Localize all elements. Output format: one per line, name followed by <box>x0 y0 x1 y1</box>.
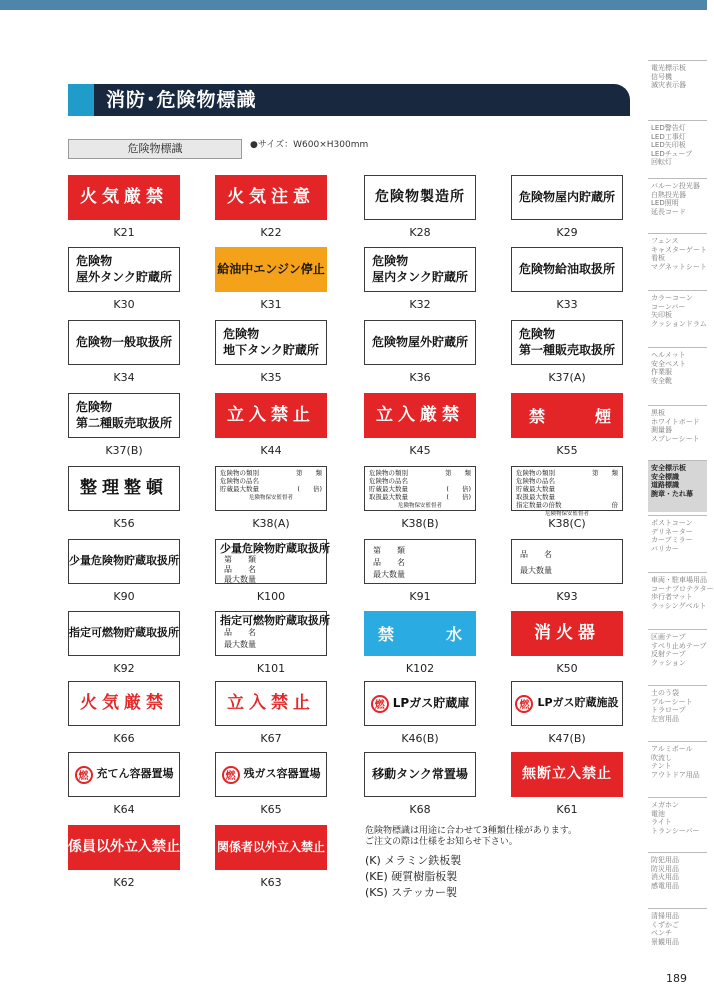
sign-code: K55 <box>556 444 578 457</box>
sign-code: K101 <box>256 662 286 675</box>
sign-code: K32 <box>409 298 431 311</box>
sign-code: K29 <box>556 226 578 239</box>
spec-item: (KS) ステッカー製 <box>365 886 458 899</box>
flammable-icon: 燃 <box>515 695 533 713</box>
sidebar-category[interactable]: 区画テープ すべり止めテープ 反射テープ クッション <box>648 629 707 681</box>
sign-k63: 関係者以外立入禁止 <box>215 825 327 870</box>
sign-code: K47(B) <box>548 732 586 745</box>
sign-code: K100 <box>256 590 286 603</box>
sign-k29: 危険物屋内貯蔵所 <box>511 175 623 220</box>
sidebar-category[interactable]: フェンス キャスターゲート 看板 マグネットシート <box>648 233 707 285</box>
sidebar-category[interactable]: 車両・駐車場用品 コーナプロテクター 歩行者マット ラッシングベルト <box>648 572 707 624</box>
sign-k38a: 危険物の類別 第 類 危険物の品名 貯蔵最大数量 ( 倍) 危険物保安監督者 <box>215 466 327 511</box>
sign-code: K102 <box>405 662 435 675</box>
sign-code: K68 <box>409 803 431 816</box>
sign-code: K35 <box>260 371 282 384</box>
sign-code: K30 <box>113 298 135 311</box>
sign-code: K65 <box>260 803 282 816</box>
sign-k62: 係員以外立入禁止 <box>68 825 180 870</box>
sign-code: K61 <box>556 803 578 816</box>
flammable-icon: 燃 <box>371 695 389 713</box>
sign-code: K91 <box>409 590 431 603</box>
sign-k45: 立入厳禁 <box>364 393 476 438</box>
sign-code: K28 <box>409 226 431 239</box>
sign-code: K38(B) <box>401 517 439 530</box>
sign-k37b: 危険物 第二種販売取扱所 <box>68 393 180 438</box>
sign-k31: 給油中エンジン停止 <box>215 247 327 292</box>
sign-k68: 移動タンク常置場 <box>364 752 476 797</box>
sidebar-category[interactable]: アルミポール 吹流し テント アウトドア用品 <box>648 741 707 793</box>
sign-code: K37(B) <box>105 444 143 457</box>
sidebar-category[interactable]: バルーン投光器 白熱投光器 LED照明 延長コード <box>648 178 707 230</box>
sign-k28: 危険物製造所 <box>364 175 476 220</box>
sign-code: K63 <box>260 876 282 889</box>
sign-k93: 品 名 最大数量 <box>511 539 623 584</box>
sign-code: K45 <box>409 444 431 457</box>
sign-code: K22 <box>260 226 282 239</box>
sidebar-category[interactable]: LED警告灯 LED工事灯 LED矢印板 LEDチューブ 回転灯 <box>648 120 707 175</box>
sign-k65: 燃 残ガス容器置場 <box>215 752 327 797</box>
spec-item: (K) メラミン鉄板製 <box>365 854 462 867</box>
sidebar-category[interactable]: 清掃用品 くずかご ベンチ 景観用品 <box>648 908 707 960</box>
sign-code: K36 <box>409 371 431 384</box>
sign-code: K90 <box>113 590 135 603</box>
size-note: ●サイズ：W600×H300mm <box>250 140 369 150</box>
sign-code: K46(B) <box>401 732 439 745</box>
sign-k37a: 危険物 第一種販売取扱所 <box>511 320 623 365</box>
page-number: 189 <box>666 972 687 985</box>
sign-code: K56 <box>113 517 135 530</box>
spec-description: 危険物標識は用途に合わせて3種類仕様があります。 ご注文の際は仕様をお知らせ下さい。 <box>365 826 578 847</box>
sign-code: K37(A) <box>548 371 586 384</box>
sign-k90: 少量危険物貯蔵取扱所 <box>68 539 180 584</box>
flammable-icon: 燃 <box>222 766 240 784</box>
sign-k101: 指定可燃物貯蔵取扱所 品 名 最大数量 <box>215 611 327 656</box>
sign-k56: 整理整頓 <box>68 466 180 511</box>
sidebar-category[interactable]: 電光標示板 信号機 滅灾表示器 <box>648 60 707 108</box>
sign-k22: 火気注意 <box>215 175 327 220</box>
sign-code: K34 <box>113 371 135 384</box>
sign-code: K33 <box>556 298 578 311</box>
sign-k91: 第 類 品 名 最大数量 <box>364 539 476 584</box>
spec-item: (KE) 硬質樹脂板製 <box>365 870 458 883</box>
sign-code: K31 <box>260 298 282 311</box>
sign-k21: 火気厳禁 <box>68 175 180 220</box>
sidebar-category[interactable]: 黒板 ホワイトボード 測量器 スプレーシート <box>648 405 707 457</box>
flammable-icon: 燃 <box>75 766 93 784</box>
sidebar-category[interactable]: ポストコーン デリネーター カーブミラー バリカー <box>648 515 707 567</box>
sign-k64: 燃 充てん容器置場 <box>68 752 180 797</box>
sign-k100: 少量危険物貯蔵取扱所 第 類 品 名 最大数量 <box>215 539 327 584</box>
sign-k36: 危険物屋外貯蔵所 <box>364 320 476 365</box>
sign-k34: 危険物一般取扱所 <box>68 320 180 365</box>
sign-code: K64 <box>113 803 135 816</box>
section-label: 危険物標識 <box>68 139 242 159</box>
sign-code: K67 <box>260 732 282 745</box>
sign-code: K38(C) <box>548 517 586 530</box>
sign-code: K62 <box>113 876 135 889</box>
sign-k38c: 危険物の類別 第 類 危険物の品名 貯蔵最大数量 取扱最大数量 指定数量の倍数 倍 危険物保安監督者 <box>511 466 623 511</box>
sign-code: K92 <box>113 662 135 675</box>
sign-k32: 危険物 屋内タンク貯蔵所 <box>364 247 476 292</box>
title-accent <box>68 84 94 116</box>
sidebar-category[interactable]: カラーコーン コーンバー 矢印板 クッションドラム <box>648 290 707 342</box>
sign-k47b: 燃 LPガス貯蔵施設 <box>511 681 623 726</box>
sign-code: K93 <box>556 590 578 603</box>
sign-k102: 禁 水 <box>364 611 476 656</box>
sign-k30: 危険物 屋外タンク貯蔵所 <box>68 247 180 292</box>
sign-code: K50 <box>556 662 578 675</box>
sidebar-category[interactable]: 防犯用品 防災用品 消火用品 感電用品 <box>648 852 707 904</box>
sign-code: K21 <box>113 226 135 239</box>
sign-k46b: 燃 LPガス貯蔵庫 <box>364 681 476 726</box>
sidebar-category[interactable]: メガホン 電池 ライト トランシーバー <box>648 797 707 849</box>
sign-k67: 立入禁止 <box>215 681 327 726</box>
page-title: 消防･危険物標識 <box>106 89 257 111</box>
sign-k55: 禁 煙 <box>511 393 623 438</box>
sidebar-category[interactable]: ヘルメット 安全ベスト 作業服 安全靴 <box>648 347 707 399</box>
sign-code: K38(A) <box>252 517 290 530</box>
top-color-bar <box>0 0 707 10</box>
sign-k38b: 危険物の類別 第 類 危険物の品名 貯蔵最大数量 ( 倍) 取扱最大数量 ( 倍) 危険物保安監督者 <box>364 466 476 511</box>
sign-code: K44 <box>260 444 282 457</box>
sign-k33: 危険物給油取扱所 <box>511 247 623 292</box>
sidebar-category-active[interactable]: 安全標示板 安全標識 道路標識 腕章・たれ幕 <box>648 460 707 512</box>
sign-k50: 消火器 <box>511 611 623 656</box>
sign-k44: 立入禁止 <box>215 393 327 438</box>
sign-k35: 危険物 地下タンク貯蔵所 <box>215 320 327 365</box>
sidebar-category[interactable]: 土のう袋 ブルーシート トラロープ 左官用品 <box>648 685 707 737</box>
sign-k92: 指定可燃物貯蔵取扱所 <box>68 611 180 656</box>
sign-k61: 無断立入禁止 <box>511 752 623 797</box>
sign-k66: 火気厳禁 <box>68 681 180 726</box>
sign-code: K66 <box>113 732 135 745</box>
